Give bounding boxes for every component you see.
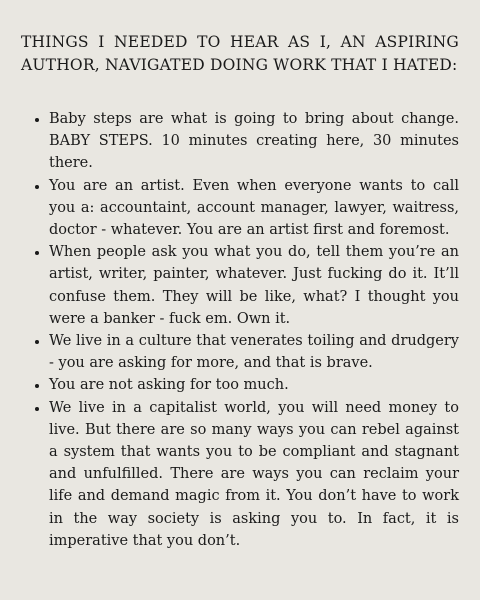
bullet-dot-icon <box>35 185 39 189</box>
list-item-text: Baby steps are what is going to bring about change. BABY STEPS. 10 minutes creating here, 30 minutes there. <box>49 111 459 172</box>
bullet-dot-icon <box>35 118 39 122</box>
bullet-dot-icon <box>35 407 39 411</box>
post-heading: THINGS I NEEDED TO HEAR AS I, AN ASPIRING AUTHOR, NAVIGATED DOING WORK THAT I HATED: <box>21 33 459 74</box>
bullet-dot-icon <box>35 251 39 255</box>
list-item-text: We live in a culture that venerates toiling and drudgery - you are asking for more, and that is brave. <box>49 333 459 372</box>
list-item-text: You are an artist. Even when everyone wants to call you a: accountaint, account manager, lawyer, waitress, doctor - whatever. You are an artist first and foremost. <box>49 177 459 239</box>
list-item <box>21 397 459 552</box>
bullet-dot-icon <box>35 384 39 388</box>
list-item <box>21 374 459 396</box>
list-item <box>21 175 459 242</box>
bullet-dot-icon <box>35 340 39 344</box>
list-item-text: You are not asking for too much. <box>49 377 289 394</box>
list-item-text: When people ask you what you do, tell them you’re an artist, writer, painter, whatever. Just fucking do it. It’ll confuse them. They will be like, what? I thought you were a banker - fuck em. Own it. <box>49 244 459 327</box>
list-item-text: We live in a capitalist world, you will need money to live. But there are so many ways you can rebel against a system that wants you to be compliant and stagnant and unfulfilled. There are ways you can reclaim your life and demand magic from it. You don’t have to work in the way society is asking you to. In fact, it is imperative that you don’t. <box>49 399 459 549</box>
list-item <box>21 108 459 175</box>
list-item <box>21 241 459 330</box>
bullet-list <box>21 108 459 552</box>
list-item <box>21 330 459 374</box>
